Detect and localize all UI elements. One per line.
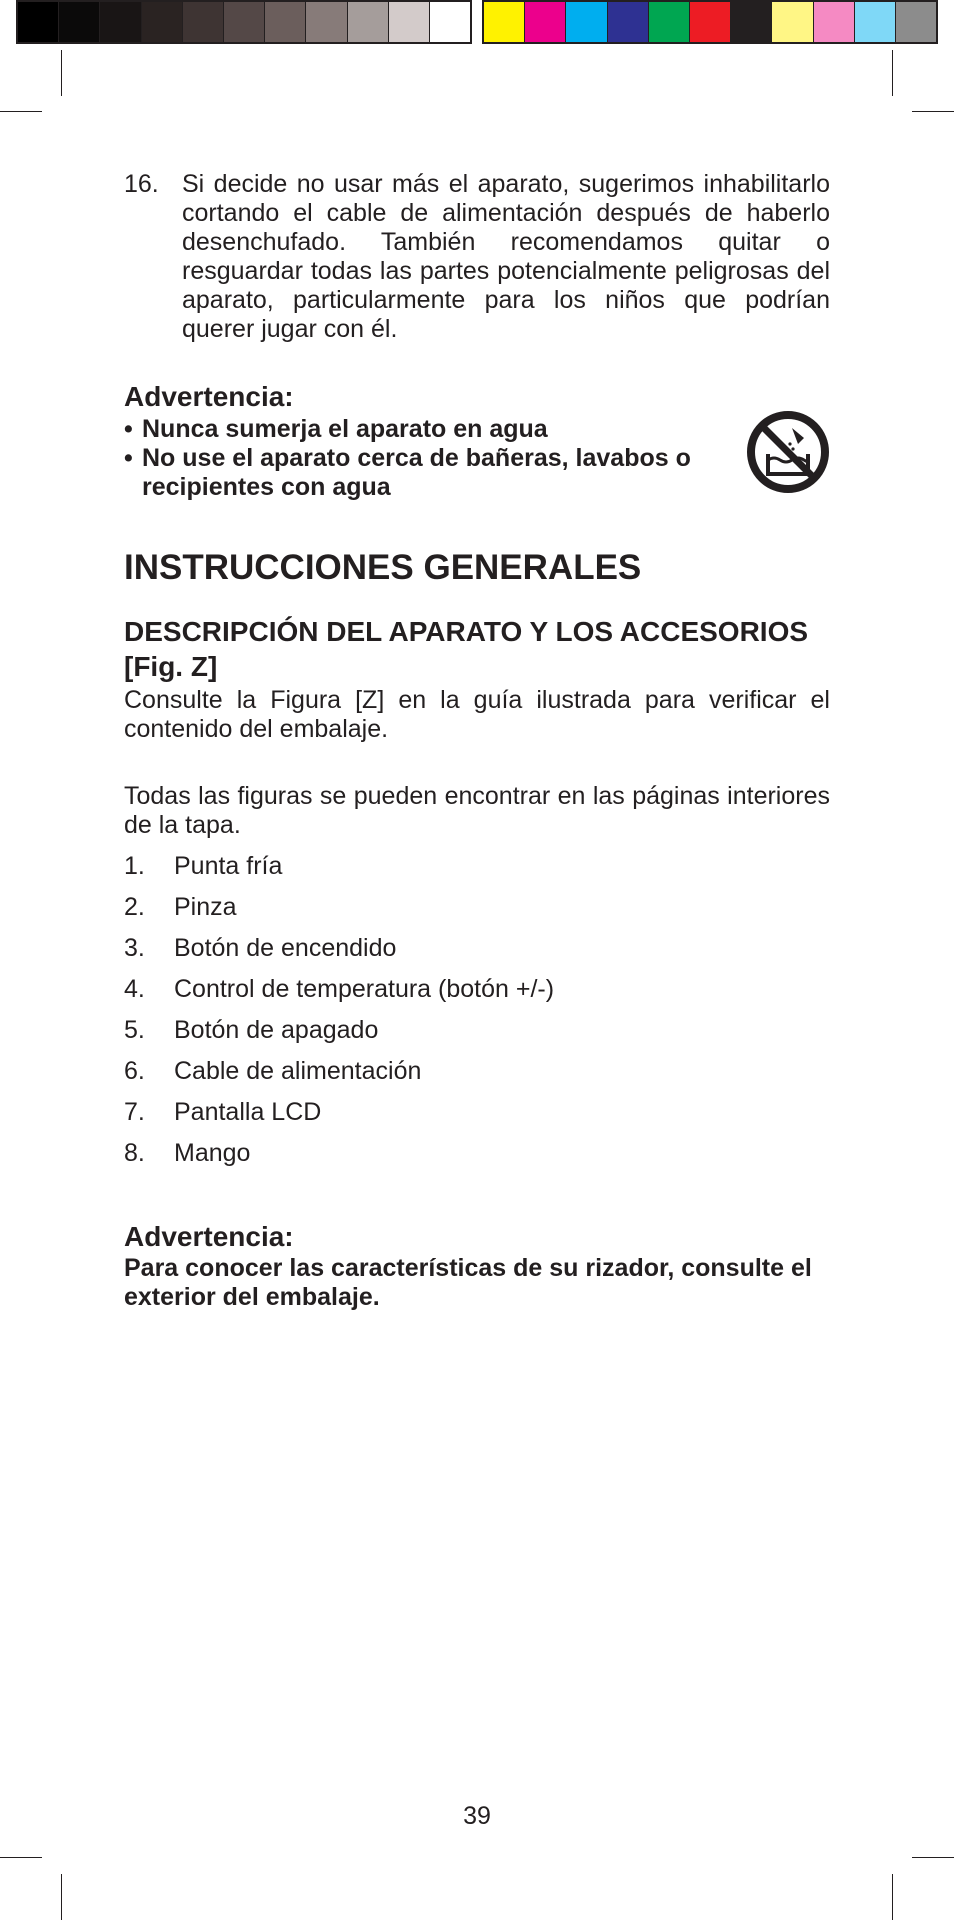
list-item	[124, 934, 830, 975]
item-number: 16.	[124, 170, 159, 198]
item-text: Si decide no usar más el aparato, sugerimos inhabilitarlo cortando el cable de alimentación después de haberlo desenchufado. También recomendamos quitar o resguardar todas las partes potencialmente peligrosas del aparato, particularmente para los niños que podrían querer jugar con él.	[182, 170, 830, 343]
section-title: INSTRUCCIONES GENERALES	[124, 548, 642, 587]
crop-mark	[912, 111, 954, 112]
page-number: 39	[463, 1802, 491, 1830]
color-swatch	[814, 2, 855, 42]
section-subtitle: DESCRIPCIÓN DEL APARATO Y LOS ACCESORIOS [Fig. Z]	[124, 616, 809, 682]
paragraph: Consulte la Figura [Z] en la guía ilustrada para verificar el contenido del embalaje.	[124, 686, 830, 743]
crop-mark	[0, 111, 42, 112]
color-scale-bar	[482, 0, 938, 44]
color-swatch	[566, 2, 607, 42]
list-item-16	[124, 170, 830, 344]
item-number: 7.	[124, 1098, 145, 1126]
color-swatch	[772, 2, 813, 42]
color-swatch	[484, 2, 525, 42]
paragraph: Todas las figuras se pueden encontrar en las páginas interiores de la tapa.	[124, 782, 830, 839]
color-swatch	[100, 2, 141, 42]
gray-scale-bar	[16, 0, 472, 44]
bullet-text: No use el aparato cerca de bañeras, lavabos o recipientes con agua	[142, 444, 691, 501]
item-number: 2.	[124, 893, 145, 921]
bullet-item	[124, 415, 714, 444]
bullet-text: Nunca sumerja el aparato en agua	[142, 415, 548, 443]
color-swatch	[430, 2, 470, 42]
no-water-immersion-icon	[746, 410, 830, 494]
color-swatch	[306, 2, 347, 42]
list-item	[124, 1057, 830, 1098]
color-swatch	[525, 2, 566, 42]
color-swatch	[731, 2, 772, 42]
item-number: 6.	[124, 1057, 145, 1085]
color-swatch	[59, 2, 100, 42]
list-item	[124, 1098, 830, 1139]
warning-heading: Advertencia:	[124, 381, 294, 412]
color-swatch	[649, 2, 690, 42]
color-swatch	[608, 2, 649, 42]
item-label: Punta fría	[174, 852, 283, 880]
list-item	[124, 1139, 830, 1180]
item-number: 5.	[124, 1016, 145, 1044]
color-swatch	[183, 2, 224, 42]
warning-text: Para conocer las características de su rizador, consulte el exterior del embalaje.	[124, 1254, 812, 1311]
warning-bullets	[124, 415, 714, 502]
crop-mark	[892, 1874, 893, 1920]
item-label: Pantalla LCD	[174, 1098, 322, 1126]
item-number: 8.	[124, 1139, 145, 1167]
item-number: 1.	[124, 852, 145, 880]
item-number: 4.	[124, 975, 145, 1003]
list-item	[124, 852, 830, 893]
warning-heading: Advertencia:	[124, 1221, 294, 1252]
item-number: 3.	[124, 934, 145, 962]
crop-mark	[912, 1857, 954, 1858]
item-label: Cable de alimentación	[174, 1057, 422, 1085]
bullet-item	[124, 444, 714, 502]
crop-mark	[61, 50, 62, 96]
list-item	[124, 1016, 830, 1057]
color-swatch	[224, 2, 265, 42]
list-item	[124, 893, 830, 934]
color-swatch	[855, 2, 896, 42]
crop-mark	[0, 1857, 42, 1858]
item-label: Botón de encendido	[174, 934, 397, 962]
color-swatch	[348, 2, 389, 42]
parts-list	[124, 852, 830, 1180]
crop-mark	[892, 50, 893, 96]
bullet-symbol: •	[124, 415, 133, 443]
color-swatch	[690, 2, 731, 42]
color-swatch	[389, 2, 430, 42]
color-swatch	[142, 2, 183, 42]
item-label: Botón de apagado	[174, 1016, 379, 1044]
list-item	[124, 975, 830, 1016]
color-swatch	[265, 2, 306, 42]
crop-mark	[61, 1874, 62, 1920]
color-swatch	[896, 2, 936, 42]
item-label: Control de temperatura (botón +/-)	[174, 975, 555, 1003]
item-label: Mango	[174, 1139, 251, 1167]
color-swatch	[18, 2, 59, 42]
item-label: Pinza	[174, 893, 237, 921]
bullet-symbol: •	[124, 444, 133, 472]
